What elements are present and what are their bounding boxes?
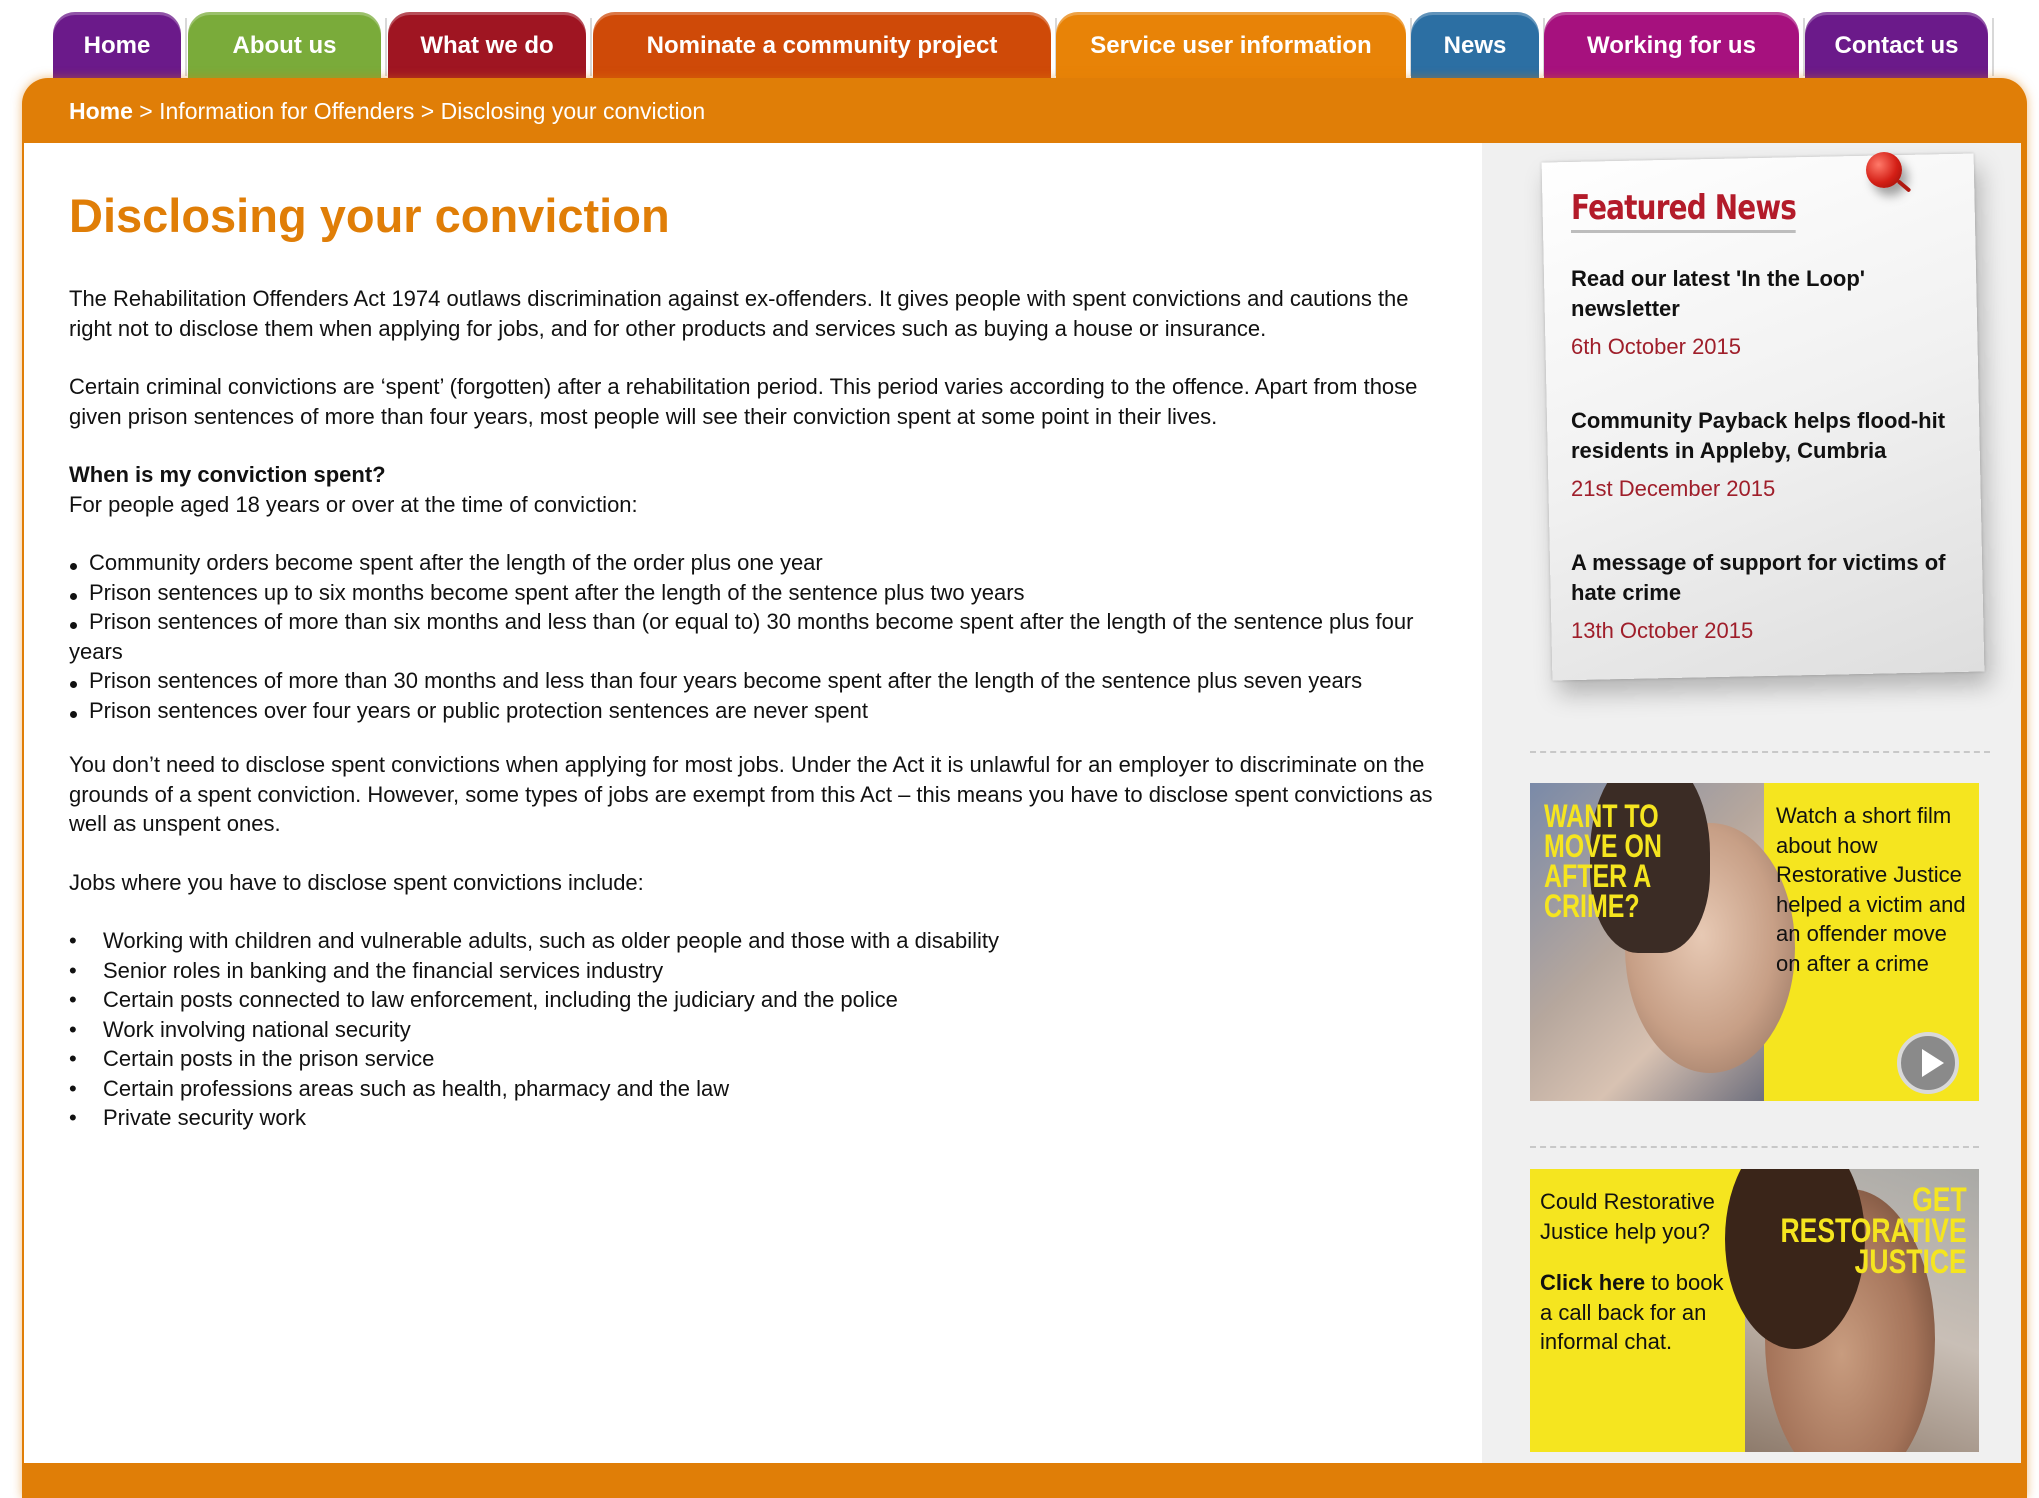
sidebar-divider (1530, 751, 1990, 753)
bullet-mark: • (69, 1105, 77, 1130)
promo-question: Could Restorative Justice help you? (1540, 1189, 1715, 1244)
spent-paragraph: Certain criminal convictions are ‘spent’ (forgotten) after a rehabilitation period. This period varies according to the offence. Apart from those given prison sentences of more than four years, most people will see their conviction spent at some point in their lives. (69, 374, 1418, 429)
news-item-date: 6th October 2015 (1571, 334, 1742, 359)
sidebar-divider (1530, 1146, 1979, 1148)
tab-label: About us (232, 32, 337, 59)
list-item (69, 1074, 1434, 1104)
breadcrumb-separator: > (414, 98, 441, 124)
promo-headline: WANT TO MOVE ON AFTER A CRIME? (1544, 798, 1662, 924)
news-item-date: 21st December 2015 (1571, 476, 1776, 501)
news-item-title-link[interactable]: Read our latest 'In the Loop' newsletter (1571, 266, 1866, 321)
section-heading: When is my conviction spent? (69, 462, 386, 487)
promo-call-to-action (1540, 1268, 1740, 1357)
list-item-text: Working with children and vulnerable adults, such as older people and those with a disability (103, 928, 1000, 953)
breadcrumb-information-for-offenders[interactable]: Information for Offenders (159, 98, 415, 124)
tab-news[interactable] (1411, 12, 1539, 80)
bullet-mark: • (69, 1046, 77, 1071)
section-subheading: For people aged 18 years or over at the time of conviction: (69, 491, 638, 517)
promo-description: Watch a short film about how Restorative Justice helped a victim and an offender move on after a crime (1776, 803, 1966, 976)
tab-label: Contact us (1834, 32, 1959, 59)
play-icon[interactable] (1897, 1032, 1959, 1094)
list-item: Community orders become spent after the length of the order plus one year (69, 548, 1434, 578)
tab-what-we-do[interactable] (388, 12, 586, 80)
list-item: Prison sentences of more than six months and less than (or equal to) 30 months become spent after the length of the sentence plus four years (69, 607, 1434, 666)
breadcrumb-home-link[interactable]: Home (69, 98, 133, 124)
tab-service-user-information[interactable] (1056, 12, 1406, 80)
promo-cta-text: to book a call back for an informal chat. (1540, 1270, 1724, 1354)
list-item (69, 1103, 1434, 1133)
list-item-text: Certain posts in the prison service (103, 1046, 435, 1071)
bullet-mark: • (69, 1016, 77, 1042)
get-restorative-justice-promo[interactable] (1530, 1169, 1979, 1452)
tab-working-for-us[interactable] (1544, 12, 1799, 80)
list-item: Prison sentences up to six months become spent after the length of the sentence plus two years (69, 578, 1434, 608)
featured-news-heading: Featured News (1571, 188, 1796, 233)
exemption-paragraph: You don’t need to disclose spent convictions when applying for most jobs. Under the Act it is unlawful for an employer to discriminate on the grounds of a spent conviction. However, some types of jobs are exempt from this Act – this means you have to disclose spent convictions as well as unspent ones. (69, 752, 1433, 836)
list-item-text: Certain posts connected to law enforcement, including the judiciary and the police (103, 987, 898, 1012)
tab-label: Working for us (1587, 32, 1756, 59)
list-item (69, 956, 1434, 986)
news-item-title-link[interactable]: Community Payback helps flood-hit residents in Appleby, Cumbria (1571, 408, 1946, 463)
list-item (69, 985, 1434, 1015)
tab-contact-us[interactable] (1805, 12, 1988, 80)
page-title: Disclosing your conviction (69, 189, 670, 242)
article-body (69, 284, 1434, 1133)
news-item-date: 13th October 2015 (1571, 618, 1754, 643)
list-item-text: Private security work (103, 1105, 306, 1130)
promo-headline: GET RESTORATIVE JUSTICE (1780, 1181, 1967, 1281)
list-item-text: Work involving national security (103, 1016, 411, 1042)
jobs-intro: Jobs where you have to disclose spent convictions include: (69, 869, 644, 895)
tab-label: News (1443, 32, 1507, 59)
list-item (69, 1044, 1434, 1074)
bullet-mark: • (69, 1075, 77, 1101)
tab-label: What we do (420, 32, 554, 59)
intro-paragraph: The Rehabilitation Offenders Act 1974 outlaws discrimination against ex-offenders. It gives people with spent convictions and cautions the right not to disclose them when applying for jobs, and for other products and services such as buying a house or insurance. (69, 286, 1409, 341)
pushpin-icon (1866, 152, 1902, 188)
tab-home[interactable] (53, 12, 181, 80)
woman-portrait-image (1745, 1169, 1979, 1452)
tab-nominate-community-project[interactable] (593, 12, 1051, 80)
tab-about-us[interactable] (188, 12, 381, 80)
breadcrumb (69, 98, 705, 125)
list-item (69, 1015, 1434, 1045)
spent-periods-list (69, 548, 1434, 725)
news-item (1571, 548, 1951, 644)
bullet-mark: • (69, 928, 77, 953)
tab-label: Service user information (1090, 32, 1372, 59)
breadcrumb-separator: > (132, 98, 160, 124)
list-item (69, 926, 1434, 956)
restorative-justice-video-promo[interactable] (1530, 783, 1979, 1101)
list-item: Prison sentences over four years or public protection sentences are never spent (69, 696, 1434, 726)
exempt-jobs-list (69, 926, 1434, 1133)
bullet-mark: • (69, 957, 77, 983)
tab-label: Home (83, 32, 151, 59)
bullet-mark: • (69, 987, 77, 1012)
tab-label: Nominate a community project (646, 32, 998, 59)
news-item (1571, 406, 1951, 502)
promo-text (1540, 1187, 1740, 1357)
list-item: Prison sentences of more than 30 months and less than four years become spent after the length of the sentence plus seven years (69, 666, 1434, 696)
click-here-link[interactable]: Click here (1540, 1270, 1646, 1295)
list-item-text: Certain professions areas such as health, pharmacy and the law (103, 1075, 730, 1101)
list-item-text: Senior roles in banking and the financial services industry (103, 957, 664, 983)
breadcrumb-current: Disclosing your conviction (440, 98, 706, 124)
news-item-title-link[interactable]: A message of support for victims of hate crime (1571, 550, 1946, 605)
news-item (1571, 264, 1951, 360)
